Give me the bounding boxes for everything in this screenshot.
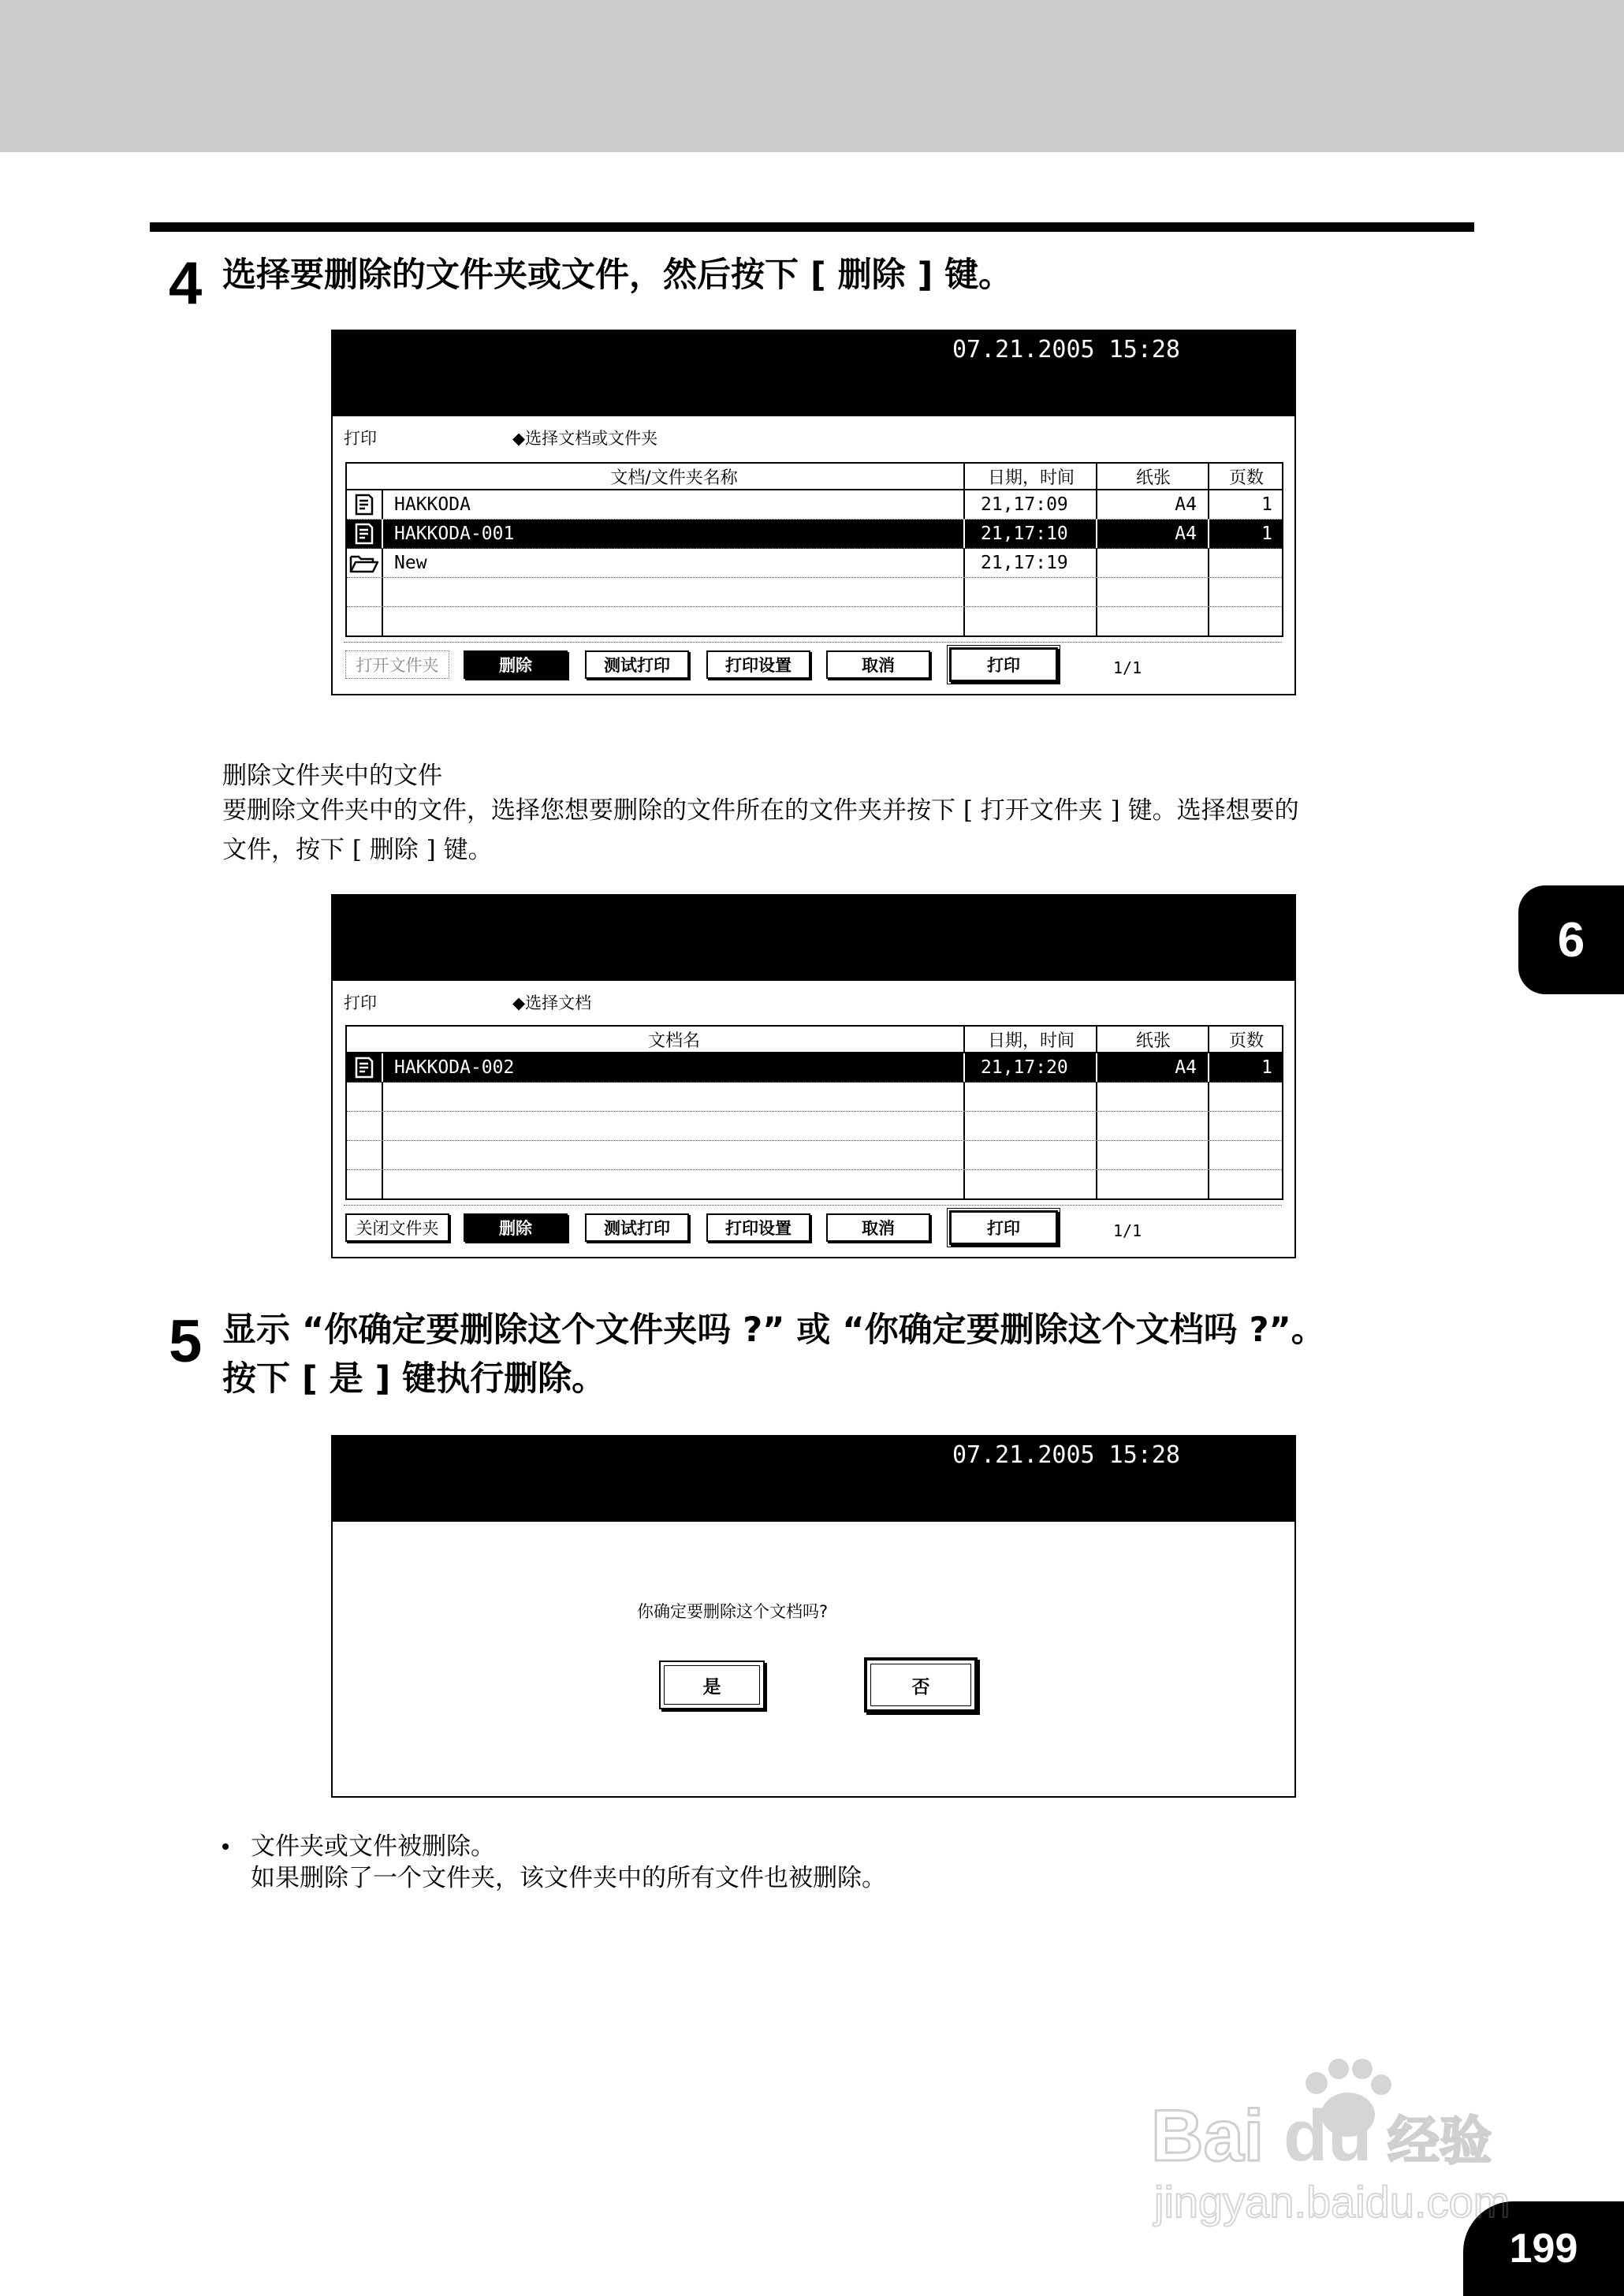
empty-cell [1211,1170,1282,1198]
file-date: 21,17:09 [967,490,1097,519]
table-row [347,1141,1282,1170]
step-5-line-2: 按下 [ 是 ] 键执行删除。 [222,1359,606,1399]
document-icon [347,1053,383,1082]
empty-cell [967,578,1097,606]
empty-cell [1099,1083,1209,1111]
empty-cell [385,1112,965,1140]
table-row[interactable] [347,1053,1282,1083]
screen-header [333,1437,1294,1522]
document-icon [347,520,383,548]
open-folder-button[interactable]: 打开文件夹 [345,650,449,679]
empty-cell [1211,1141,1282,1169]
bullet-icon [222,1843,229,1850]
empty-cell [1211,1112,1282,1140]
file-paper: A4 [1099,520,1209,548]
screen-header [333,331,1294,416]
table-row [347,1112,1282,1141]
close-folder-button[interactable]: 关闭文件夹 [345,1213,449,1242]
empty-cell [347,1170,383,1198]
screen-info [333,416,1294,459]
file-date: 21,17:20 [967,1053,1097,1082]
list-header [347,464,1282,490]
empty-cell [1099,1112,1209,1140]
datetime: 07.21.2005 15:28 [952,1441,1180,1469]
empty-cell [967,1141,1097,1169]
empty-cell [385,1141,965,1169]
yes-button[interactable]: 是 [659,1660,765,1709]
watermark-label: 经验 [1387,2111,1492,2171]
empty-cell [1211,607,1282,636]
empty-cell [967,607,1097,636]
empty-cell [385,607,965,636]
subsection-body-line-2: 文件，按下 [ 删除 ] 键。 [222,836,493,864]
mode-label: 打印 [344,993,377,1012]
no-button[interactable]: 否 [864,1657,978,1713]
file-name: New [385,549,965,577]
empty-cell [1099,578,1209,606]
screen-delete-confirmation [331,1435,1296,1798]
empty-cell [967,1083,1097,1111]
page-number: 199 [1463,2201,1624,2296]
subsection-body-line-1: 要删除文件夹中的文件，选择您想要删除的文件所在的文件夹并按下 [ 打开文件夹 ] 键。选择想要的 [222,796,1299,825]
file-pages [1211,549,1282,577]
empty-cell [385,578,965,606]
file-name: HAKKODA-001 [385,520,965,548]
button-bar [344,1205,1282,1254]
empty-cell [1099,607,1209,636]
baidu-watermark [1151,2042,1514,2231]
test-print-button[interactable]: 测试打印 [585,650,689,679]
name-column-header: 文档/文件夹名称 [385,464,965,489]
file-pages: 1 [1261,494,1272,515]
icon-column-header [347,464,383,489]
datetime: 07.21.2005 15:28 [952,336,1180,363]
step-5-line-1: 显示 “你确定要删除这个文件夹吗 ?” 或 “你确定要删除这个文档吗 ?”。 [222,1310,1325,1350]
watermark-url: jingyan.baidu.com [1154,2177,1510,2227]
table-row[interactable] [347,490,1282,520]
button-bar [344,642,1282,691]
empty-cell [1099,1141,1209,1169]
subsection-heading: 删除文件夹中的文件 [222,762,442,790]
mode-label: 打印 [344,429,377,448]
cancel-button[interactable]: 取消 [826,1213,930,1242]
pages-column-header: 页数 [1228,468,1264,488]
empty-cell [347,1112,383,1140]
step-5-number: 5 [169,1308,203,1375]
note-line-1: 文件夹或文件被删除。 [251,1832,495,1861]
pages-column-header: 页数 [1228,1031,1264,1051]
date-column-header: 日期，时间 [967,1027,1097,1052]
table-row [347,578,1282,607]
screen-header [333,896,1294,981]
document-icon [347,490,383,519]
top-band [0,0,1624,152]
chapter-tab: 6 [1518,885,1624,994]
screen-select-document-in-folder [331,894,1296,1258]
table-row [347,1083,1282,1112]
date-column-header: 日期，时间 [967,464,1097,489]
print-button[interactable]: 打印 [949,647,1058,682]
empty-cell [385,1083,965,1111]
confirm-message: 你确定要删除这个文档吗? [637,1602,829,1621]
section-rule [150,222,1474,232]
print-settings-button[interactable]: 打印设置 [706,1213,810,1242]
folder-icon [347,549,383,577]
file-date: 21,17:10 [967,520,1097,548]
test-print-button[interactable]: 测试打印 [585,1213,689,1242]
watermark-brand: Bai [1151,2096,1265,2176]
empty-cell [347,607,383,636]
step-4-number: 4 [169,250,203,317]
page-indicator: 1/1 [1113,1221,1142,1240]
file-list [345,1025,1283,1200]
icon-column-header [347,1027,383,1052]
cancel-button[interactable]: 取消 [826,650,930,679]
step-4-instruction: 选择要删除的文件夹或文件，然后按下 [ 删除 ] 键。 [222,255,1013,295]
prompt-text: ◆选择文档 [512,993,592,1012]
empty-cell [1211,1083,1282,1111]
file-paper [1099,549,1209,577]
page-indicator: 1/1 [1113,658,1142,677]
table-row [347,607,1282,636]
print-button[interactable]: 打印 [949,1210,1058,1245]
list-header [347,1027,1282,1053]
file-list [345,462,1283,637]
file-name: HAKKODA-002 [385,1053,965,1082]
empty-cell [1211,578,1282,606]
empty-cell [1099,1170,1209,1198]
table-row[interactable] [347,520,1282,549]
note-line-2: 如果删除了一个文件夹，该文件夹中的所有文件也被删除。 [251,1864,886,1892]
print-settings-button[interactable]: 打印设置 [706,650,810,679]
file-paper: A4 [1099,1053,1209,1082]
delete-button[interactable]: 删除 [464,1213,568,1242]
paper-column-header: 纸张 [1099,1027,1209,1052]
file-paper: A4 [1099,490,1209,519]
empty-cell [347,1141,383,1169]
empty-cell [347,578,383,606]
name-column-header: 文档名 [385,1027,965,1052]
empty-cell [967,1112,1097,1140]
watermark-brand-du: du [1283,2096,1373,2176]
table-row [347,1170,1282,1198]
file-pages: 1 [1261,524,1272,544]
empty-cell [347,1083,383,1111]
file-pages: 1 [1261,1057,1272,1078]
file-name: HAKKODA [385,490,965,519]
empty-cell [385,1170,965,1198]
empty-cell [967,1170,1097,1198]
screen-info [333,981,1294,1023]
table-row[interactable] [347,549,1282,578]
screen-select-file-or-folder [331,330,1296,695]
paper-column-header: 纸张 [1099,464,1209,489]
prompt-text: ◆选择文档或文件夹 [512,429,658,448]
file-date: 21,17:19 [967,549,1097,577]
delete-button[interactable]: 删除 [464,650,568,679]
